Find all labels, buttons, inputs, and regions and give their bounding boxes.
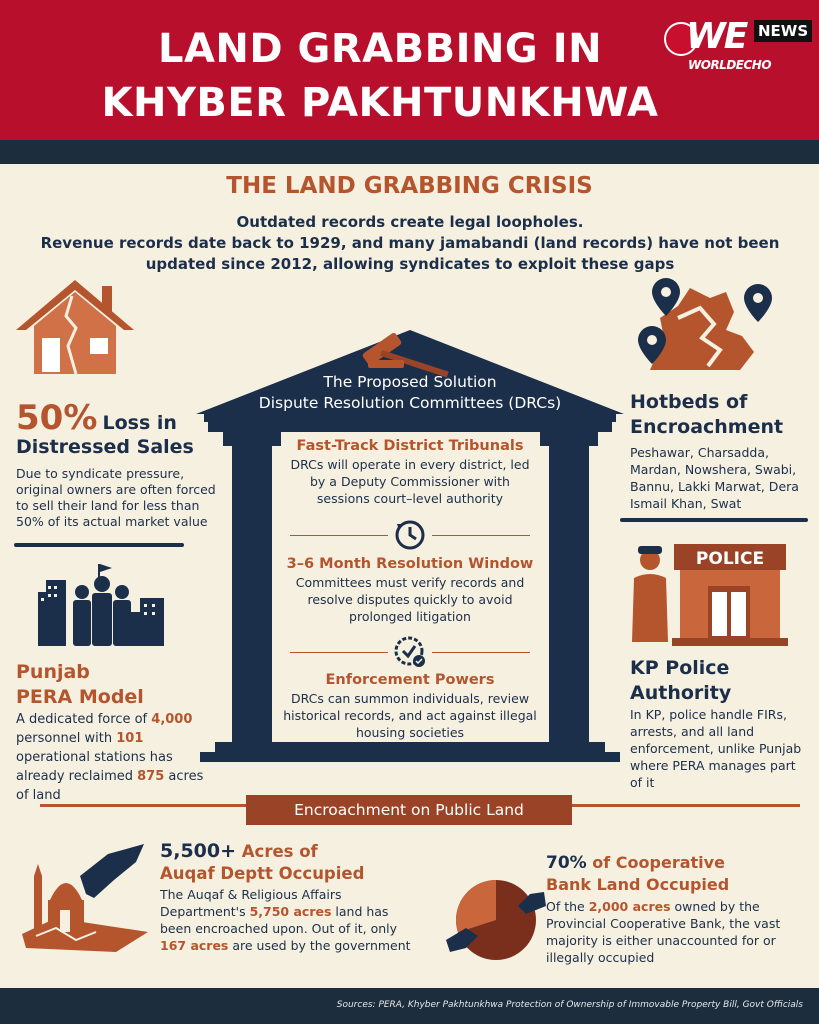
kp-title-b: Authority: [630, 682, 732, 704]
block-text: Committees must verify records and resolve disputes quickly to avoid prolonged litigation: [295, 575, 525, 624]
auqaf-text: The Auqaf & Religious Affairs Department's: [160, 887, 342, 919]
punjab-personnel: 4,000: [151, 712, 193, 727]
divider: [290, 652, 388, 653]
distressed-desc: Due to syndicate pressure, original owners are often forced to sell their land for less than 50% of its actual market value: [16, 466, 216, 529]
logo-name: WORLDECHO: [688, 58, 772, 72]
solution-title: [200, 372, 620, 414]
auqaf-desc: [160, 886, 420, 954]
crisis-title: THE LAND GRABBING CRISIS: [226, 173, 593, 199]
column-left: [232, 446, 272, 742]
broken-house-icon: [14, 276, 136, 376]
divider: [40, 804, 250, 807]
punjab-text: operational stations has already reclaimed: [16, 750, 173, 784]
hotbeds-title: [630, 390, 810, 440]
kp-title-a: KP Police: [630, 657, 730, 679]
solution-title-b: Dispute Resolution Committees (DRCs): [258, 394, 562, 412]
divider: [620, 518, 808, 522]
auqaf-acres-total: 5,750 acres: [249, 904, 332, 919]
coop-desc: [546, 898, 806, 966]
building-beam: [208, 420, 612, 432]
block-text: DRCs will operate in every district, led by a Deputy Commissioner with sessions court–level authority: [290, 457, 530, 506]
encroachment-banner: Encroachment on Public Land: [246, 795, 572, 825]
auqaf-title-a: Acres of: [241, 842, 318, 861]
crisis-line2: Revenue records date back to 1929, and many jamabandi (land records) have not been updated since 2012, allowing syndicates to exploit these gaps: [40, 234, 780, 273]
city-police-icon: [32, 562, 170, 648]
punjab-text: personnel with: [16, 731, 113, 746]
hotbeds-desc: Peshawar, Charsadda, Mardan, Nowshera, Swabi, Bannu, Lakki Marwat, Dera Ismail Khan, Swat: [630, 445, 799, 511]
kp-police-desc: In KP, police handle FIRs, arrests, and all land enforcement, unlike Punjab where PERA manages part of it: [630, 707, 802, 790]
punjab-text: acres of land: [16, 769, 204, 803]
map-pins-icon: [630, 278, 780, 374]
clock-icon: [393, 518, 427, 552]
logo-we: WE: [686, 16, 747, 57]
coop-title-a: of Cooperative: [592, 853, 725, 872]
auqaf-text: land has been encroached upon. Out of it, only: [160, 904, 398, 936]
pie-hands-icon: [444, 870, 548, 970]
solution-title-a: The Proposed Solution: [323, 373, 497, 391]
coop-acres: 2,000 acres: [588, 899, 671, 914]
punjab-text: A dedicated force of: [16, 712, 148, 727]
police-station-icon: [628, 538, 790, 648]
auqaf-num: 5,500+: [160, 840, 237, 862]
coop-num: 70%: [546, 853, 587, 873]
header-strip: [0, 140, 819, 164]
logo-news: NEWS: [754, 20, 812, 42]
coop-text: owned by the Provincial Cooperative Bank, the vast majority is either unaccounted for or illegally occupied: [546, 899, 781, 965]
worldecho-logo: [664, 18, 814, 78]
punjab-title-b: PERA Model: [16, 686, 144, 708]
punjab-title-a: Punjab: [16, 661, 90, 683]
block-heading: Enforcement Powers: [325, 672, 495, 688]
distressed-label-b: Distressed Sales: [16, 436, 194, 458]
divider: [14, 543, 184, 547]
distressed-percent: 50%: [16, 398, 98, 438]
auqaf-text: are used by the government: [232, 938, 411, 953]
auqaf-title-b: Auqaf Deptt Occupied: [160, 864, 365, 883]
coop-title: [546, 852, 806, 896]
sources-text: Sources: PERA, Khyber Pakhtunkhwa Protection of Ownership of Immovable Property Bill, Govt Officials: [336, 1000, 803, 1010]
punjab-desc: [16, 710, 216, 805]
badge-check-icon: [393, 635, 427, 669]
building-base: [215, 742, 605, 752]
hotbeds-title-b: Encroachment: [630, 416, 784, 438]
punjab-acres: 875: [137, 769, 165, 784]
coop-text: Of the: [546, 899, 585, 914]
column-capital: [223, 432, 281, 446]
punjab-title: [16, 660, 216, 710]
solution-block-enforcement: [282, 672, 538, 741]
divider: [570, 804, 800, 807]
column-capital: [540, 432, 598, 446]
mosque-hand-icon: [16, 836, 156, 956]
divider: [432, 652, 530, 653]
block-heading: Fast-Track District Tribunals: [296, 438, 524, 454]
punjab-stations: 101: [116, 731, 144, 746]
coop-title-b: Bank Land Occupied: [546, 875, 730, 894]
crisis-line1: Outdated records create legal loopholes.: [236, 213, 584, 231]
page-title-line1: LAND GRABBING IN: [157, 26, 603, 72]
block-text: DRCs can summon individuals, review historical records, and act against illegal housing societies: [283, 691, 537, 740]
solution-block-window: [282, 556, 538, 625]
page-title-line2: KHYBER PAKHTUNKHWA: [101, 80, 659, 126]
solution-block-tribunals: [282, 438, 538, 507]
building-base: [200, 752, 620, 762]
column-right: [549, 446, 589, 742]
hotbeds-title-a: Hotbeds of: [630, 391, 748, 413]
distressed-stat: [16, 398, 216, 458]
footer: [0, 988, 819, 1024]
police-sign: POLICE: [695, 549, 765, 569]
divider: [432, 535, 530, 536]
crisis-subtitle: [40, 212, 780, 275]
distressed-label-a: Loss in: [102, 412, 177, 434]
block-heading: 3–6 Month Resolution Window: [286, 556, 534, 572]
auqaf-title: [160, 840, 420, 885]
kp-police-title: [630, 656, 810, 706]
divider: [290, 535, 388, 536]
auqaf-acres-used: 167 acres: [160, 938, 229, 953]
